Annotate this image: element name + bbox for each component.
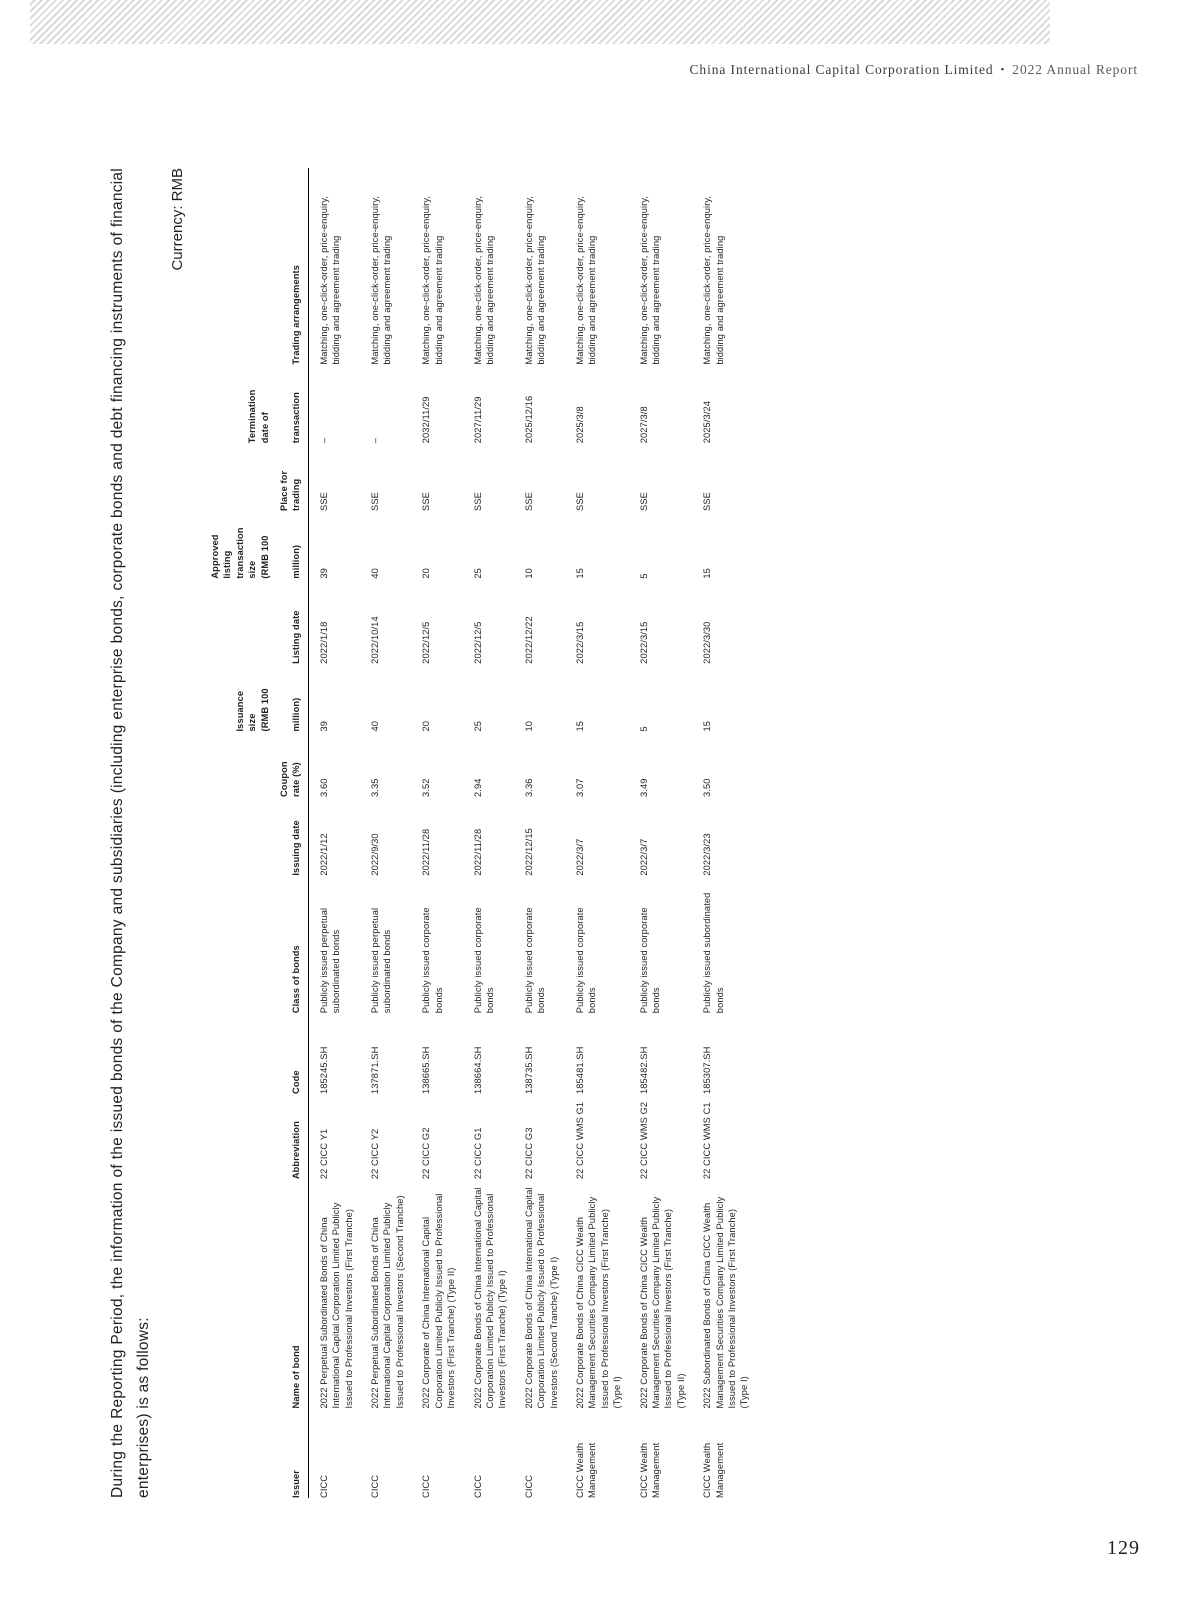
cell-issuance-size: 40 — [370, 720, 381, 731]
table-row — [694, 168, 758, 1498]
spacer-cell — [202, 875, 271, 1013]
cell-issuing-date: 2022/3/7 — [638, 838, 649, 876]
cell-issuer: CICC Wealth Management — [574, 1442, 598, 1498]
cell-abbreviation: 22 CICC G2 — [421, 1127, 432, 1179]
cell-class: Publicly issued corporate bonds — [472, 906, 495, 1013]
cell-issuer: CICC — [318, 1474, 329, 1498]
spacer-cell — [202, 1179, 271, 1408]
cell-issuing-date: 2022/3/23 — [702, 832, 713, 876]
cell-code: 138665.SH — [421, 1046, 432, 1094]
cell-issuing-date: 2022/9/30 — [370, 832, 381, 876]
page-number: 129 — [1107, 1537, 1140, 1559]
cell-code: 185482.SH — [638, 1046, 649, 1094]
cell-place: SSE — [523, 491, 534, 511]
table-row — [631, 168, 695, 1498]
cell-code: 138664.SH — [472, 1046, 483, 1094]
landscape-content — [105, 118, 1085, 1498]
cell-issuance-size: 20 — [421, 720, 432, 731]
cell-place: SSE — [574, 491, 585, 511]
cell-abbreviation: 22 CICC G3 — [523, 1127, 534, 1179]
cell-abbreviation: 22 CICC WMS C1 — [702, 1101, 713, 1179]
table-row — [308, 168, 362, 1498]
cell-class: Publicly issued subordinated bonds — [702, 892, 725, 1013]
table-row — [362, 168, 413, 1498]
cell-code: 185481.SH — [574, 1046, 585, 1094]
cell-termination: – — [318, 437, 329, 443]
cell-place: SSE — [370, 491, 381, 511]
cell-coupon: 3.50 — [702, 778, 713, 797]
cell-code: 185307.SH — [702, 1046, 713, 1094]
cell-termination: 2025/12/16 — [523, 395, 534, 443]
cell-trading: Matching, one-click-order, price-enquiry, bidding and agreement trading — [523, 195, 547, 365]
col-issuer: Issuer — [271, 1408, 308, 1498]
cell-termination: 2032/11/29 — [421, 395, 432, 443]
currency-note: Currency: RMB — [169, 167, 186, 271]
col-issuing-date: Issuing date — [271, 797, 308, 876]
cell-issuing-date: 2022/12/15 — [523, 827, 534, 876]
col-termination-date: transaction — [271, 364, 308, 443]
cell-issuer: CICC — [421, 1474, 432, 1498]
cell-coupon: 2.94 — [472, 778, 483, 797]
cell-listing-date: 2022/3/15 — [638, 621, 649, 664]
cell-name: 2022 Perpetual Subordinated Bonds of China International Capital Corporation Limited Publicly Issued to Professional Investors (First Tranche) — [318, 1201, 354, 1408]
cell-trading: Matching, one-click-order, price-enquiry, bidding and agreement trading — [370, 195, 393, 365]
cell-termination: – — [370, 437, 381, 443]
cell-termination: 2027/11/29 — [472, 395, 483, 443]
cell-coupon: 3.36 — [523, 778, 534, 797]
spacer-cell — [202, 1408, 271, 1498]
col-listing-date: Listing date — [271, 578, 308, 663]
cell-name: 2022 Perpetual Subordinated Bonds of China International Capital Corporation Limited Publicly Issued to Professional Investors (Second Tranche) — [370, 1194, 405, 1408]
col-trading-arrangements: Trading arrangements — [271, 168, 308, 365]
spacer-cell — [202, 1094, 271, 1179]
cell-issuance-size: 15 — [702, 720, 713, 731]
cell-code: 137871.SH — [370, 1046, 381, 1094]
cell-name: 2022 Corporate of China International Capital Corporation Limited Publicly Issued to Professional Investors (First Tranche) (Type II) — [421, 1193, 457, 1408]
cell-listing-date: 2022/3/30 — [702, 621, 713, 664]
cell-termination: 2025/3/8 — [574, 405, 585, 443]
col-class-of-bonds: Class of bonds — [271, 875, 308, 1013]
cell-listing-date: 2022/12/22 — [523, 615, 534, 664]
cell-approved-size: 25 — [472, 567, 483, 579]
cell-issuing-date: 2022/11/28 — [472, 828, 483, 876]
cell-place: SSE — [472, 491, 483, 511]
cell-class: Publicly issued perpetual subordinated bonds — [318, 907, 342, 1013]
cell-issuance-size: 39 — [318, 720, 329, 731]
cell-name: 2022 Corporate Bonds of China CICC Wealth Management Securities Company Limited Publicly Issued to Professional Investors (First Tranche) (Type II) — [638, 1196, 686, 1408]
table-header — [202, 168, 308, 1498]
cell-approved-size: 5 — [638, 572, 649, 579]
cell-trading: Matching, one-click-order, price-enquiry, bidding and agreement trading — [638, 195, 661, 365]
cell-abbreviation: 22 CICC WMS G1 — [574, 1101, 585, 1179]
cell-class: Publicly issued perpetual subordinated bonds — [370, 907, 393, 1013]
cell-code: 138735.SH — [523, 1046, 534, 1094]
cell-issuer: CICC Wealth Management — [638, 1442, 661, 1498]
col-approved-size-unit: million) — [271, 510, 308, 578]
table-header-row — [271, 168, 308, 1498]
cell-name: 2022 Corporate Bonds of China CICC Wealth Management Securities Company Limited Publicly Issued to Professional Investors (First Tranche) (Type I) — [574, 1196, 623, 1408]
col-name-of-bond: Name of bond — [271, 1179, 308, 1408]
cell-issuing-date: 2022/11/28 — [421, 828, 432, 876]
col-coupon-rate: Coupon rate (%) — [271, 731, 308, 797]
cell-coupon: 3.60 — [318, 778, 329, 797]
cell-approved-size: 15 — [574, 567, 585, 579]
table-row — [413, 168, 464, 1498]
cell-listing-date: 2022/12/5 — [421, 621, 432, 664]
col-group-approved-size: Approved listing transaction size (RMB 100 — [210, 526, 270, 579]
cell-termination: 2027/3/8 — [638, 405, 649, 443]
cell-trading: Matching, one-click-order, price-enquiry, bidding and agreement trading — [702, 195, 725, 365]
header-report-name: 2022 Annual Report — [1012, 62, 1138, 77]
cell-approved-size: 15 — [702, 567, 713, 579]
col-group-issuance-size: Issuance size (RMB 100 — [234, 687, 270, 731]
spacer-cell — [202, 578, 271, 663]
cell-abbreviation: 22 CICC Y1 — [318, 1128, 329, 1179]
cell-place: SSE — [638, 491, 649, 511]
cell-coupon: 3.07 — [574, 778, 585, 797]
cell-termination: 2025/3/24 — [702, 400, 713, 443]
cell-listing-date: 2022/10/14 — [370, 615, 381, 664]
col-code: Code — [271, 1013, 308, 1094]
spacer-cell — [202, 443, 271, 511]
col-place-for-trading: Place for trading — [271, 443, 308, 511]
cell-coupon: 3.52 — [421, 778, 432, 797]
cell-listing-date: 2022/1/18 — [318, 621, 329, 664]
header-company-name: China International Capital Corporation Limited — [689, 62, 994, 77]
col-abbreviation: Abbreviation — [271, 1094, 308, 1179]
cell-class: Publicly issued corporate bonds — [523, 906, 547, 1013]
cell-trading: Matching, one-click-order, price-enquiry, bidding and agreement trading — [472, 195, 495, 365]
cell-code: 185245.SH — [318, 1046, 329, 1094]
spacer-cell — [202, 1013, 271, 1094]
cell-issuing-date: 2022/1/12 — [318, 832, 329, 876]
table-header-group-row — [202, 168, 271, 1498]
cell-trading: Matching, one-click-order, price-enquiry, bidding and agreement trading — [318, 195, 342, 365]
cell-issuance-size: 15 — [574, 720, 585, 731]
table-row — [567, 168, 631, 1498]
cell-issuer: CICC — [523, 1474, 534, 1498]
table-body — [308, 168, 757, 1498]
col-group-termination: Termination date of — [247, 389, 270, 443]
cell-listing-date: 2022/12/5 — [472, 621, 483, 664]
cell-place: SSE — [702, 491, 713, 511]
cell-approved-size: 39 — [318, 567, 329, 579]
spacer-cell — [202, 731, 271, 797]
col-issuance-size-unit: million) — [271, 663, 308, 731]
cell-class: Publicly issued corporate bonds — [638, 906, 661, 1013]
cell-trading: Matching, one-click-order, price-enquiry, bidding and agreement trading — [421, 195, 444, 365]
cell-issuance-size: 10 — [523, 720, 534, 731]
cell-trading: Matching, one-click-order, price-enquiry, bidding and agreement trading — [574, 195, 598, 365]
cell-listing-date: 2022/3/15 — [574, 621, 585, 664]
cell-issuer: CICC — [370, 1474, 381, 1498]
cell-approved-size: 20 — [421, 567, 432, 579]
cell-place: SSE — [421, 491, 432, 511]
cell-place: SSE — [318, 491, 329, 511]
header-bullet-separator: • — [1000, 64, 1006, 76]
spacer-cell — [202, 168, 271, 365]
cell-issuance-size: 5 — [638, 725, 649, 731]
intro-paragraph: During the Reporting Period, the information of the issued bonds of the Company and subsidiaries (including enterprise bonds, corporate bonds and debt financing instruments of financial enterprises) is as follows: — [109, 167, 152, 1498]
cell-approved-size: 10 — [523, 567, 534, 579]
table-row — [465, 168, 516, 1498]
cell-abbreviation: 22 CICC Y2 — [370, 1128, 381, 1179]
cell-name: 2022 Subordinated Bonds of China CICC Wealth Management Securities Company Limited Publicly Issued to Professional Investors (First Tranche) (Type I) — [702, 1196, 750, 1408]
cell-abbreviation: 22 CICC G1 — [472, 1127, 483, 1179]
cell-class: Publicly issued corporate bonds — [574, 906, 598, 1013]
cell-name: 2022 Corporate Bonds of China International Capital Corporation Limited Publicly Issued to Professional Investors (Second Tranche) (Type I) — [523, 1186, 559, 1408]
cell-issuer: CICC Wealth Management — [702, 1442, 725, 1498]
cell-class: Publicly issued corporate bonds — [421, 906, 444, 1013]
cell-coupon: 3.49 — [638, 778, 649, 797]
cell-coupon: 3.35 — [370, 778, 381, 797]
cell-name: 2022 Corporate Bonds of China International Capital Corporation Limited Publicly Issued to Professional Investors (First Tranche) (Type I) — [472, 1186, 508, 1408]
cell-approved-size: 40 — [370, 567, 381, 579]
cell-issuing-date: 2022/3/7 — [574, 838, 585, 876]
cell-issuance-size: 25 — [472, 720, 483, 731]
spacer-cell — [202, 797, 271, 876]
issued-bonds-table — [202, 168, 758, 1498]
cell-abbreviation: 22 CICC WMS G2 — [638, 1101, 649, 1179]
table-row — [516, 168, 567, 1498]
cell-issuer: CICC — [472, 1474, 483, 1498]
